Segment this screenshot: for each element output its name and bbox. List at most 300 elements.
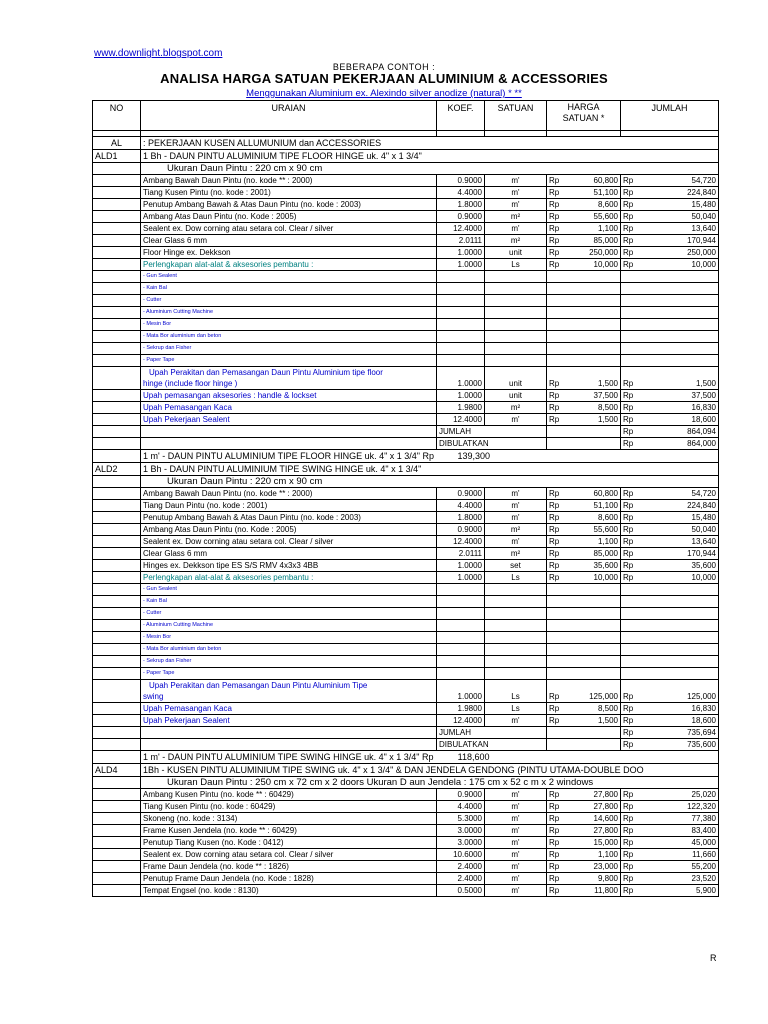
empty-cell <box>437 295 485 307</box>
jumlah-cell <box>621 247 719 259</box>
no-cell <box>93 175 141 187</box>
satuan-cell: m' <box>485 175 547 187</box>
dibulatkan-value-cell <box>621 739 719 751</box>
harga-cell <box>547 715 621 727</box>
empty-cell <box>437 608 485 620</box>
empty-cell <box>547 644 621 656</box>
harga-cell <box>547 572 621 584</box>
harga-value: 1,500 <box>597 379 618 388</box>
no-cell <box>93 307 141 319</box>
per-meter-value: 118,600 <box>457 751 490 762</box>
total-row <box>93 727 719 739</box>
currency-label: Rp <box>549 260 560 269</box>
empty-cell <box>621 584 719 596</box>
empty-cell <box>621 656 719 668</box>
table-row <box>93 187 719 199</box>
koef-cell: 2.0111 <box>437 235 485 247</box>
no-cell <box>93 789 141 801</box>
koef-cell: 0.5000 <box>437 885 485 897</box>
table-row <box>93 837 719 849</box>
harga-cell <box>547 548 621 560</box>
empty-cell <box>621 632 719 644</box>
jumlah-cell <box>621 837 719 849</box>
no-cell <box>93 656 141 668</box>
harga-value: 11,800 <box>594 886 618 895</box>
no-cell <box>93 331 141 343</box>
currency-label: Rp <box>623 850 634 859</box>
satuan-cell: Ls <box>485 680 547 703</box>
empty-cell <box>547 739 621 751</box>
jumlah-value: 23,520 <box>691 874 716 883</box>
total-row <box>93 438 719 450</box>
harga-value: 85,000 <box>593 236 618 245</box>
tool-row <box>93 668 719 680</box>
table-row <box>93 390 719 402</box>
harga-value: 51,100 <box>593 188 618 197</box>
jumlah-cell <box>621 885 719 897</box>
harga-value: 8,600 <box>597 513 618 522</box>
satuan-cell: m' <box>485 873 547 885</box>
harga-cell <box>547 849 621 861</box>
koef-cell: 4.4000 <box>437 500 485 512</box>
harga-value: 23,000 <box>593 862 618 871</box>
harga-cell <box>547 703 621 715</box>
harga-value: 1,500 <box>597 415 618 424</box>
no-cell <box>93 187 141 199</box>
currency-label: Rp <box>623 802 634 811</box>
harga-cell <box>547 512 621 524</box>
uraian-cell: Clear Glass 6 mm <box>141 235 437 247</box>
no-cell <box>93 223 141 235</box>
tool-item: - Cutter <box>141 608 437 620</box>
koef-cell: 4.4000 <box>437 801 485 813</box>
jumlah-cell <box>621 861 719 873</box>
currency-label: Rp <box>623 740 634 749</box>
satuan-cell: m' <box>485 500 547 512</box>
table-row <box>93 789 719 801</box>
currency-label: Rp <box>623 391 634 400</box>
harga-cell <box>547 536 621 548</box>
empty-cell <box>621 644 719 656</box>
site-link[interactable]: www.downlight.blogspot.com <box>94 48 223 59</box>
tool-item: - Aluminium Cutting Machine <box>141 307 437 319</box>
empty-cell <box>621 331 719 343</box>
currency-label: Rp <box>549 537 560 546</box>
empty-cell <box>437 355 485 367</box>
uraian-cell: Sealent ex. Dow corning atau setara col. Clear / silver <box>141 849 437 861</box>
per-meter-text <box>141 450 719 463</box>
satuan-cell: m' <box>485 488 547 500</box>
koef-cell: 1.0000 <box>437 259 485 271</box>
koef-cell: 1.0000 <box>437 680 485 703</box>
no-cell <box>93 450 141 463</box>
empty-cell <box>485 584 547 596</box>
satuan-cell: unit <box>485 247 547 259</box>
table-row <box>93 259 719 271</box>
empty-cell <box>621 608 719 620</box>
harga-value: 1,100 <box>597 537 618 546</box>
empty-cell <box>621 668 719 680</box>
per-meter-label: 1 m' - DAUN PINTU ALUMINIUM TIPE FLOOR HINGE uk. 4" x 1 3/4" Rp <box>143 450 435 461</box>
labor-row <box>93 680 719 703</box>
no-cell <box>93 873 141 885</box>
satuan-cell: Ls <box>485 572 547 584</box>
currency-label: Rp <box>623 439 634 448</box>
table-row <box>93 175 719 187</box>
jumlah-cell <box>621 524 719 536</box>
no-cell <box>93 163 141 175</box>
harga-value: 27,800 <box>593 802 618 811</box>
currency-label: Rp <box>623 188 634 197</box>
harga-cell <box>547 524 621 536</box>
empty-cell <box>547 727 621 739</box>
jumlah-value: 18,600 <box>691 415 716 424</box>
harga-cell <box>547 247 621 259</box>
currency-label: Rp <box>623 790 634 799</box>
table-row <box>93 223 719 235</box>
jumlah-value: 1,500 <box>695 379 716 388</box>
tool-item: - Gun Sealent <box>141 271 437 283</box>
table-row <box>93 813 719 825</box>
empty-cell <box>547 355 621 367</box>
currency-label: Rp <box>549 850 560 859</box>
no-cell <box>93 488 141 500</box>
page-title: ANALISA HARGA SATUAN PEKERJAAN ALUMINIUM & ACCESSORIES <box>160 71 608 86</box>
jumlah-value: 15,480 <box>691 513 716 522</box>
currency-label: Rp <box>623 224 634 233</box>
no-cell <box>93 426 141 438</box>
labor-desc <box>141 680 437 703</box>
currency-label: Rp <box>623 248 634 257</box>
harga-value: 15,000 <box>593 838 618 847</box>
table-row <box>93 211 719 223</box>
satuan-cell: m' <box>485 789 547 801</box>
currency-label: Rp <box>549 224 560 233</box>
currency-label: Rp <box>549 188 560 197</box>
col-no: NO <box>93 101 141 131</box>
no-cell <box>93 861 141 873</box>
table-row <box>93 572 719 584</box>
empty-cell <box>621 620 719 632</box>
tool-row <box>93 584 719 596</box>
no-cell <box>93 849 141 861</box>
harga-cell <box>547 402 621 414</box>
currency-label: Rp <box>623 176 634 185</box>
satuan-cell: m' <box>485 199 547 211</box>
jumlah-value: 122,320 <box>687 802 716 811</box>
koef-cell: 1.9800 <box>437 402 485 414</box>
empty-cell <box>437 319 485 331</box>
tool-row <box>93 331 719 343</box>
tool-item: - Kain Bal <box>141 283 437 295</box>
no-cell <box>93 596 141 608</box>
no-cell <box>93 414 141 426</box>
koef-cell: 0.9000 <box>437 175 485 187</box>
koef-cell: 4.4000 <box>437 187 485 199</box>
harga-cell <box>547 560 621 572</box>
no-cell <box>93 536 141 548</box>
jumlah-cell <box>621 211 719 223</box>
no-cell <box>93 703 141 715</box>
jumlah-value: 10,000 <box>691 260 716 269</box>
satuan-cell: m' <box>485 885 547 897</box>
koef-cell: 2.0111 <box>437 548 485 560</box>
empty-cell <box>485 620 547 632</box>
empty-cell <box>547 283 621 295</box>
empty-cell <box>547 343 621 355</box>
jumlah-value: 5,900 <box>695 886 716 895</box>
harga-cell <box>547 414 621 426</box>
koef-cell: 1.8000 <box>437 199 485 211</box>
harga-cell <box>547 211 621 223</box>
empty-cell <box>437 644 485 656</box>
jumlah-cell <box>621 715 719 727</box>
table-row <box>93 885 719 897</box>
no-cell <box>93 402 141 414</box>
currency-label: Rp <box>549 692 560 701</box>
tool-item: - Cutter <box>141 295 437 307</box>
satuan-cell: m' <box>485 813 547 825</box>
no-cell <box>93 739 141 751</box>
table-row <box>93 715 719 727</box>
empty-cell <box>547 295 621 307</box>
tool-item: - Aluminium Cutting Machine <box>141 620 437 632</box>
harga-value: 37,500 <box>593 391 618 400</box>
currency-label: Rp <box>623 212 634 221</box>
harga-cell <box>547 367 621 390</box>
uraian-cell: Upah Pemasangan Kaca <box>141 402 437 414</box>
jumlah-cell <box>621 414 719 426</box>
table-body <box>93 131 719 897</box>
jumlah-label: JUMLAH <box>437 426 547 438</box>
jumlah-cell <box>621 813 719 825</box>
no-cell <box>93 500 141 512</box>
tool-row <box>93 271 719 283</box>
table-row <box>93 825 719 837</box>
jumlah-value-cell <box>621 426 719 438</box>
empty-cell <box>485 331 547 343</box>
per-meter-label: 1 m' - DAUN PINTU ALUMINIUM TIPE SWING HINGE uk. 4" x 1 3/4" Rp <box>143 751 434 762</box>
jumlah-cell <box>621 680 719 703</box>
currency-label: Rp <box>623 513 634 522</box>
uraian-cell: Sealent ex. Dow corning atau setara col. Clear / silver <box>141 536 437 548</box>
tool-row <box>93 295 719 307</box>
harga-cell <box>547 199 621 211</box>
tool-item: - Paper Tape <box>141 355 437 367</box>
page-corner-mark: R <box>710 953 717 963</box>
jumlah-cell <box>621 259 719 271</box>
harga-value: 55,600 <box>593 212 618 221</box>
satuan-cell: m' <box>485 512 547 524</box>
no-cell <box>93 524 141 536</box>
no-cell <box>93 825 141 837</box>
jumlah-value: 224,840 <box>687 188 716 197</box>
per-meter-row <box>93 751 719 764</box>
satuan-cell: m' <box>485 414 547 426</box>
koef-cell: 3.0000 <box>437 825 485 837</box>
empty-cell <box>485 271 547 283</box>
jumlah-value: 25,020 <box>691 790 716 799</box>
empty-cell <box>437 271 485 283</box>
empty-cell <box>437 620 485 632</box>
jumlah-value: 864,094 <box>687 427 716 436</box>
currency-label: Rp <box>623 692 634 701</box>
section-row <box>93 137 719 150</box>
currency-label: Rp <box>549 790 560 799</box>
currency-label: Rp <box>549 248 560 257</box>
jumlah-value: 55,200 <box>691 862 716 871</box>
tool-item: - Mata Bor aluminium dan beton <box>141 331 437 343</box>
no-cell <box>93 235 141 247</box>
jumlah-value: 15,480 <box>691 200 716 209</box>
jumlah-value: 83,400 <box>691 826 716 835</box>
section-no: AL <box>93 137 141 150</box>
jumlah-cell <box>621 572 719 584</box>
harga-value: 125,000 <box>589 692 618 701</box>
empty-cell <box>141 739 437 751</box>
table-row <box>93 560 719 572</box>
currency-label: Rp <box>623 260 634 269</box>
harga-cell <box>547 680 621 703</box>
jumlah-value: 13,640 <box>691 224 716 233</box>
no-cell <box>93 271 141 283</box>
satuan-cell: m' <box>485 861 547 873</box>
uraian-cell: Penutup Ambang Bawah & Atas Daun Pintu (no. kode : 2003) <box>141 199 437 211</box>
tool-row <box>93 656 719 668</box>
jumlah-value: 170,944 <box>687 549 716 558</box>
empty-cell <box>547 608 621 620</box>
currency-label: Rp <box>549 886 560 895</box>
price-analysis-table <box>92 100 719 897</box>
empty-cell <box>437 307 485 319</box>
currency-label: Rp <box>623 728 634 737</box>
koef-cell: 5.3000 <box>437 813 485 825</box>
currency-label: Rp <box>549 573 560 582</box>
currency-label: Rp <box>623 704 634 713</box>
currency-label: Rp <box>623 862 634 871</box>
harga-value: 14,600 <box>593 814 618 823</box>
no-cell <box>93 620 141 632</box>
harga-value: 60,800 <box>593 489 618 498</box>
satuan-cell: m' <box>485 849 547 861</box>
jumlah-cell <box>621 488 719 500</box>
currency-label: Rp <box>549 415 560 424</box>
currency-label: Rp <box>623 379 634 388</box>
currency-label: Rp <box>623 489 634 498</box>
table-row <box>93 199 719 211</box>
empty-cell <box>485 656 547 668</box>
item-no: ALD1 <box>93 150 141 163</box>
table-row <box>93 247 719 259</box>
empty-cell <box>437 668 485 680</box>
jumlah-cell <box>621 402 719 414</box>
item-no: ALD4 <box>93 764 141 777</box>
no-cell <box>93 343 141 355</box>
tool-row <box>93 307 719 319</box>
jumlah-value: 37,500 <box>691 391 716 400</box>
uraian-cell: Ambang Atas Daun Pintu (no. Kode : 2005) <box>141 524 437 536</box>
jumlah-value: 10,000 <box>691 573 716 582</box>
harga-value: 27,800 <box>593 826 618 835</box>
empty-cell <box>547 656 621 668</box>
tool-row <box>93 283 719 295</box>
uraian-cell: Tiang Kusen Pintu (no. kode : 60429) <box>141 801 437 813</box>
jumlah-value: 735,694 <box>687 728 716 737</box>
per-meter-text <box>141 751 719 764</box>
satuan-cell: m' <box>485 715 547 727</box>
table-row <box>93 414 719 426</box>
empty-cell <box>485 319 547 331</box>
currency-label: Rp <box>549 874 560 883</box>
jumlah-cell <box>621 801 719 813</box>
koef-cell: 1.0000 <box>437 560 485 572</box>
currency-label: Rp <box>623 814 634 823</box>
tool-item: - Kain Bal <box>141 596 437 608</box>
jumlah-value: 13,640 <box>691 537 716 546</box>
uraian-cell: Skoneng (no. kode : 3134) <box>141 813 437 825</box>
currency-label: Rp <box>623 236 634 245</box>
jumlah-cell <box>621 873 719 885</box>
jumlah-cell <box>621 367 719 390</box>
jumlah-value: 50,040 <box>691 525 716 534</box>
currency-label: Rp <box>549 814 560 823</box>
satuan-cell: unit <box>485 390 547 402</box>
jumlah-value: 77,380 <box>691 814 716 823</box>
labor-desc <box>141 367 437 390</box>
currency-label: Rp <box>549 704 560 713</box>
jumlah-value-cell <box>621 727 719 739</box>
harga-cell <box>547 873 621 885</box>
empty-cell <box>141 727 437 739</box>
labor-line-2: swing <box>143 692 164 701</box>
col-jumlah: JUMLAH <box>621 101 719 131</box>
dibulatkan-value: 735,600 <box>687 740 716 749</box>
currency-label: Rp <box>549 176 560 185</box>
empty-cell <box>547 307 621 319</box>
harga-cell <box>547 223 621 235</box>
tool-row <box>93 596 719 608</box>
koef-cell: 12.4000 <box>437 223 485 235</box>
no-cell <box>93 211 141 223</box>
jumlah-cell <box>621 187 719 199</box>
harga-value: 9,800 <box>597 874 618 883</box>
no-cell <box>93 813 141 825</box>
jumlah-cell <box>621 199 719 211</box>
no-cell <box>93 584 141 596</box>
harga-cell <box>547 500 621 512</box>
labor-row <box>93 367 719 390</box>
jumlah-cell <box>621 825 719 837</box>
harga-cell <box>547 175 621 187</box>
currency-label: Rp <box>623 561 634 570</box>
satuan-cell: Ls <box>485 259 547 271</box>
currency-label: Rp <box>549 826 560 835</box>
currency-label: Rp <box>549 513 560 522</box>
no-cell <box>93 560 141 572</box>
no-cell <box>93 644 141 656</box>
currency-label: Rp <box>623 874 634 883</box>
col-uraian: URAIAN <box>141 101 437 131</box>
koef-cell: 10.6000 <box>437 849 485 861</box>
uraian-cell: Penutup Tiang Kusen (no. Kode : 0412) <box>141 837 437 849</box>
no-cell <box>93 259 141 271</box>
koef-cell: 1.0000 <box>437 367 485 390</box>
empty-cell <box>437 283 485 295</box>
currency-label: Rp <box>549 525 560 534</box>
labor-line-1: Upah Perakitan dan Pemasangan Daun Pintu Aluminium tipe floor <box>149 368 383 377</box>
tool-item: - Mesin Bor <box>141 632 437 644</box>
jumlah-value: 50,040 <box>691 212 716 221</box>
